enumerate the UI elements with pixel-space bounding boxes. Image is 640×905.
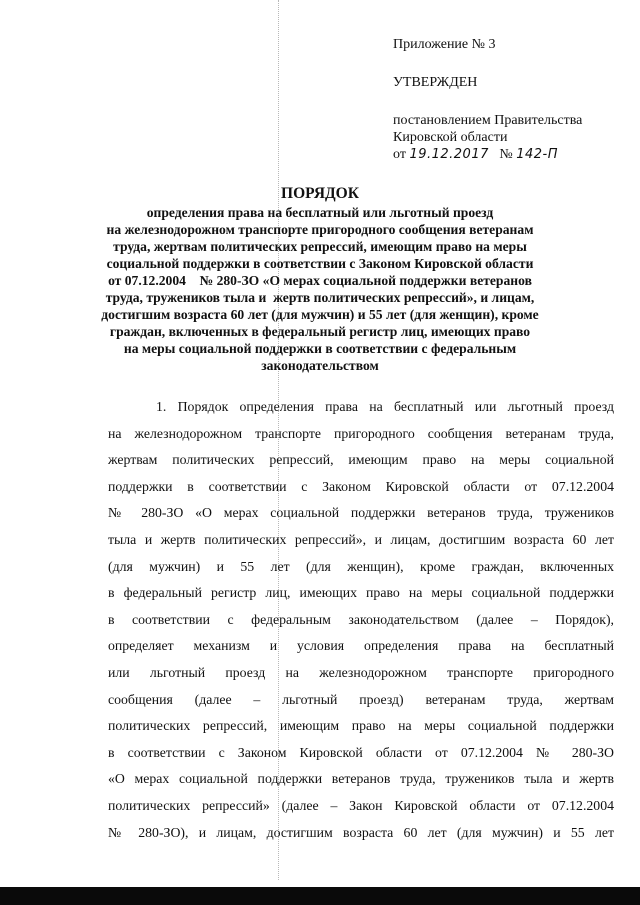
body-line: сообщения (далее – льготный проезд) ветеранам труда, жертвам bbox=[108, 691, 614, 707]
document-title bbox=[80, 185, 560, 374]
body-line: тыла и жертв политических репрессий», и лицам, достигшим возраста 60 лет bbox=[108, 531, 614, 547]
decree-reference bbox=[393, 112, 582, 163]
handwritten-number: 142-П bbox=[516, 147, 559, 162]
title-line: на железнодорожном транспорте пригородного сообщения ветеранам bbox=[106, 222, 534, 237]
body-line: жертвам политических репрессий, имеющим право на меры социальной bbox=[108, 452, 614, 468]
body-line: или льготный проезд на железнодорожном транспорте пригородного bbox=[108, 664, 614, 680]
body-line: на железнодорожном транспорте пригородного сообщения ветеранам труда, bbox=[108, 425, 614, 441]
approval-stamp-block bbox=[393, 36, 582, 163]
body-line: № 280-ЗО), и лицам, достигшим возраста 60 лет (для мужчин) и 55 лет bbox=[108, 824, 614, 840]
body-line: в соответствии с федеральным законодательством (далее – Порядок), bbox=[108, 611, 614, 627]
body-line: политических репрессий, имеющим право на меры социальной поддержки bbox=[108, 718, 614, 734]
approved-label: УТВЕРЖДЕН bbox=[393, 75, 478, 90]
scan-bottom-edge bbox=[0, 887, 640, 905]
title-line: определения права на бесплатный или льготный проезд bbox=[146, 205, 494, 220]
body-paragraph bbox=[108, 394, 614, 846]
date-prefix: от bbox=[393, 147, 406, 162]
decree-line: постановлением Правительства bbox=[393, 113, 583, 128]
body-line: 1. Порядок определения права на бесплатный или льготный проезд bbox=[156, 399, 614, 414]
decree-date-line bbox=[393, 147, 558, 162]
body-line: определяет механизм и условия определения права на бесплатный bbox=[108, 638, 614, 654]
body-line: «О мерах социальной поддержки ветеранов труда, тружеников тыла и жертв bbox=[108, 771, 614, 787]
title-line: социальной поддержки в соответствии с Законом Кировской области bbox=[106, 256, 534, 271]
body-line: в соответствии с Законом Кировской области от 07.12.2004 № 280-ЗО bbox=[108, 744, 614, 760]
title-line: труда, тружеников тыла и жертв политических репрессий», и лицам, bbox=[105, 290, 535, 305]
title-heading: ПОРЯДОК bbox=[281, 185, 359, 202]
title-line: от 07.12.2004 № 280-ЗО «О мерах социальной поддержки ветеранов bbox=[108, 273, 532, 288]
body-line: политических репрессий» (далее – Закон Кировской области от 07.12.2004 bbox=[108, 797, 614, 813]
body-line: № 280-ЗО «О мерах социальной поддержки ветеранов труда, тружеников bbox=[108, 505, 614, 521]
decree-line: Кировской области bbox=[393, 130, 508, 145]
handwritten-date: 19.12.2017 bbox=[409, 147, 489, 162]
title-line: на меры социальной поддержки в соответствии с федеральным bbox=[123, 341, 517, 356]
title-line: труда, жертвам политических репрессий, имеющим право на меры bbox=[113, 239, 527, 254]
title-line: законодательством bbox=[261, 358, 379, 373]
number-prefix: № bbox=[499, 147, 513, 162]
title-line: граждан, включенных в федеральный регистр лиц, имеющих право bbox=[109, 324, 531, 339]
annex-number: Приложение № 3 bbox=[393, 37, 496, 52]
title-line: достигшим возраста 60 лет (для мужчин) и 55 лет (для женщин), кроме bbox=[101, 307, 539, 322]
body-line: поддержки в соответствии с Законом Кировской области от 07.12.2004 bbox=[108, 478, 614, 494]
body-line: в федеральный регистр лиц, имеющих право на меры социальной поддержки bbox=[108, 585, 614, 601]
body-line: (для мужчин) и 55 лет (для женщин), кроме граждан, включенных bbox=[108, 558, 614, 574]
